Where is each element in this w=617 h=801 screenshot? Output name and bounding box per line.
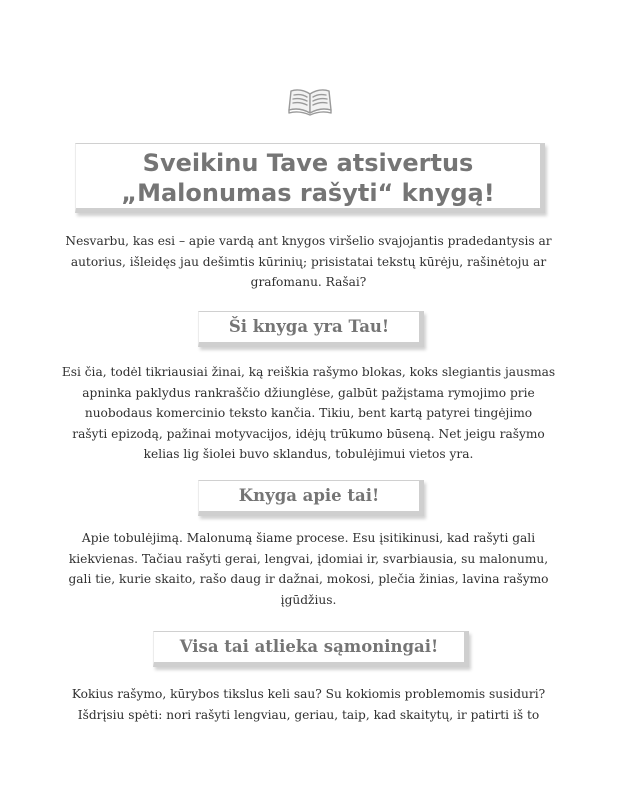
section-1-paragraph [60,362,557,465]
intro-line: grafomanu. Rašai? [250,275,367,289]
paragraph-line: kiekvienas. Tačiau rašyti gerai, lengvai, įdomiai ir, svarbiausia, su malonumu, [68,551,549,566]
open-book-icon [287,86,333,116]
section-heading-1: Ši knyga yra Tau! [198,311,424,347]
intro-line: autorius, išleidęs jau dešimtis kūrinių; prisistatai tekstų kūrėju, rašinėtoju ar [70,254,547,269]
page-title [75,143,545,213]
section-3-paragraph [60,684,557,725]
title-line-2: „Malonumas rašyti“ knygą! [121,179,495,207]
paragraph-line: Apie tobulėjimą. Malonumą šiame procese. Esu įsitikinusi, kad rašyti gali [81,531,536,545]
paragraph-line: įgūdžius. [280,592,337,607]
paragraph-line: nuobodaus komercinio teksto kančia. Tikiu, bent kartą patyrei tingėjimo [84,406,533,420]
intro-paragraph [60,231,557,293]
title-line-1: Sveikinu Tave atsivertus [142,149,474,177]
intro-line: Nesvarbu, kas esi – apie vardą ant knygos viršelio svajojantis pradedantysis ar [65,234,552,248]
paragraph-line: Išdrįsiu spėti: nori rašyti lengviau, geriau, taip, kad skaitytų, ir patirti iš to [77,707,540,722]
paragraph-line: rašyti epizodą, pažinai motyvacijos, idėjų trūkumo būseną. Net jeigu rašymo [72,426,545,441]
paragraph-line: Esi čia, todėl tikriausiai žinai, ką reiškia rašymo blokas, koks slegiantis jausmas [61,365,556,379]
paragraph-line: apninka paklydus rankraščio džiunglėse, galbūt pažįstama rymojimo prie [82,385,535,400]
paragraph-line: Kokius rašymo, kūrybos tikslus keli sau? Su kokiomis problemomis susiduri? [71,687,546,701]
paragraph-line: kelias lig šiolei buvo sklandus, tobulėjimui vietos yra. [143,447,474,461]
section-2-paragraph [60,528,557,610]
section-heading-3: Visa tai atlieka sąmoningai! [153,631,469,667]
paragraph-line: gali tie, kurie skaito, rašo daug ir dažnai, mokosi, plečia žinias, lavina rašymo [68,572,549,586]
section-heading-2: Knyga apie tai! [198,480,424,516]
